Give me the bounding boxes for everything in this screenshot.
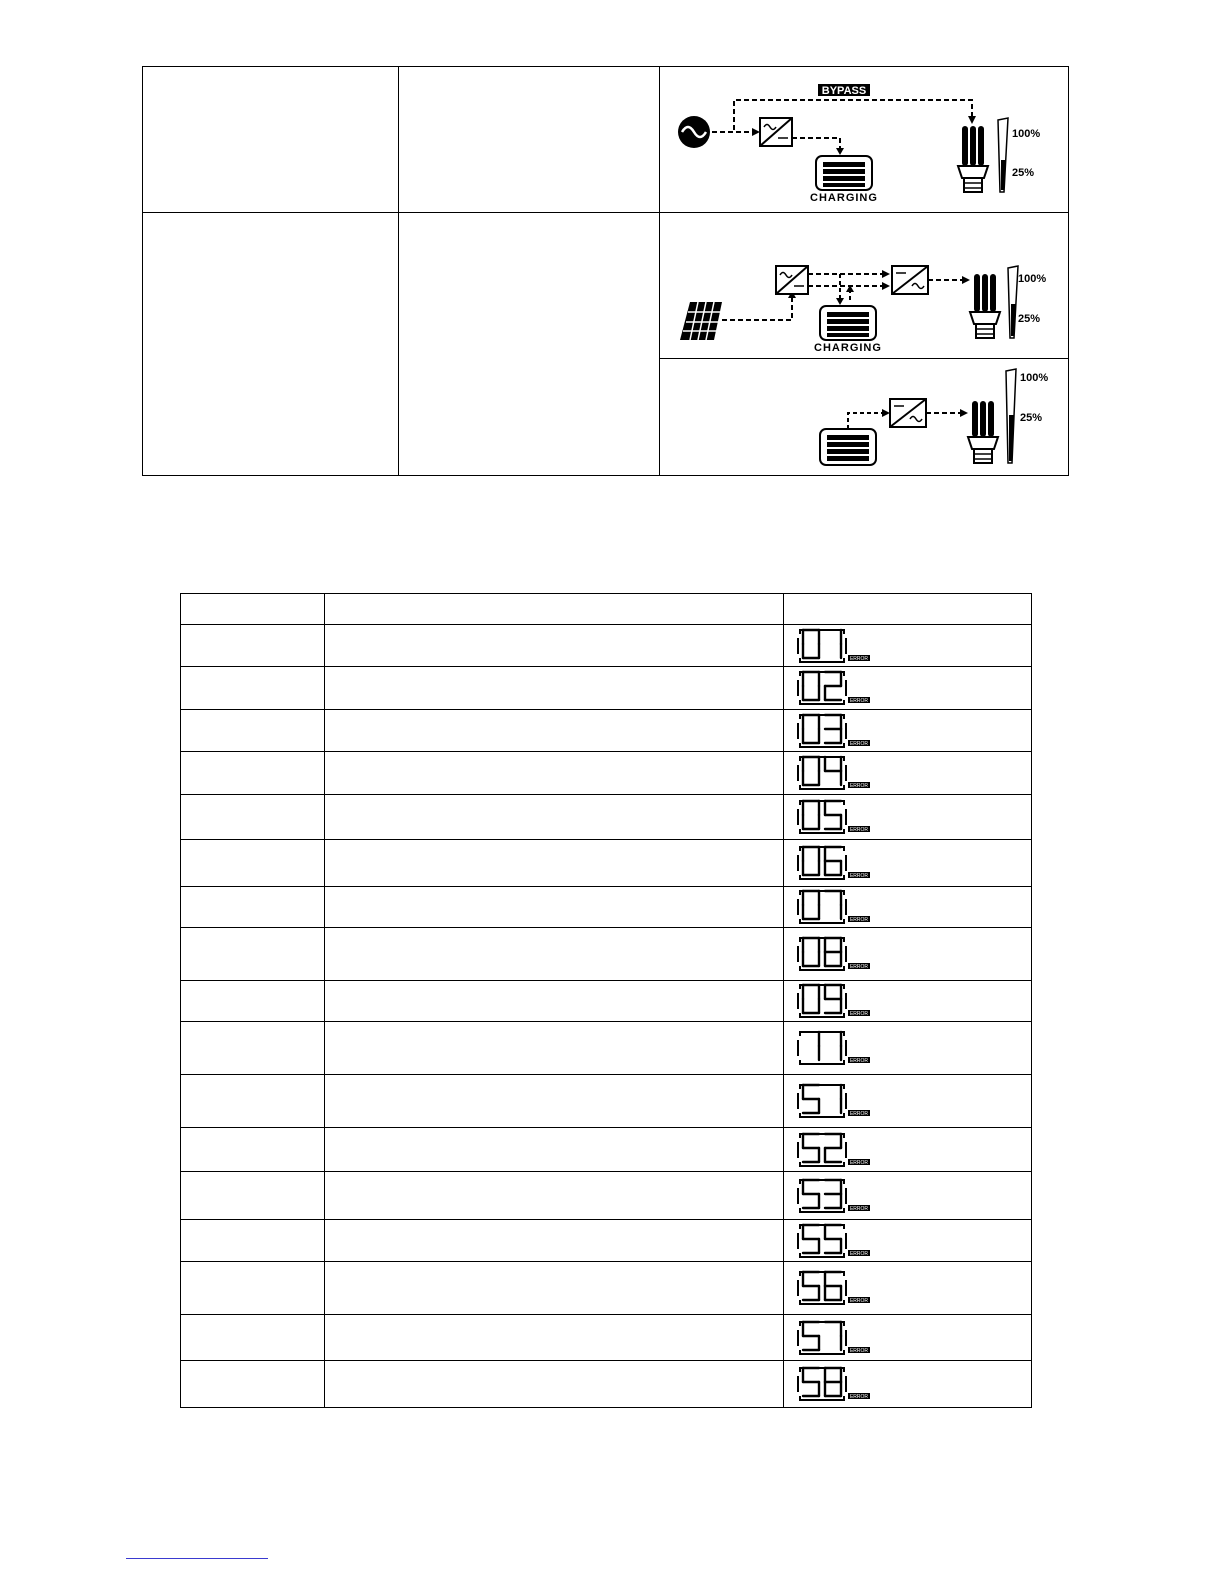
table-row bbox=[181, 1022, 1032, 1075]
table-row bbox=[181, 1128, 1032, 1172]
bypass-label: BYPASS bbox=[821, 85, 867, 97]
inverter-icon bbox=[890, 399, 926, 427]
load-level-icon bbox=[998, 118, 1008, 192]
fault-event-cell bbox=[325, 1361, 784, 1408]
lcd-digits bbox=[803, 1225, 841, 1253]
fault-event-cell bbox=[325, 667, 784, 710]
error-badge-label: ERROR bbox=[849, 964, 869, 971]
load-100-label: 100% bbox=[1012, 128, 1041, 140]
load-level-icon bbox=[1008, 266, 1018, 338]
table-row bbox=[181, 752, 1032, 795]
lcd-digits bbox=[803, 1322, 841, 1350]
table-row bbox=[181, 1172, 1032, 1220]
fault-event-cell bbox=[325, 625, 784, 667]
table-row bbox=[181, 981, 1032, 1022]
lcd-digits bbox=[803, 801, 841, 829]
fault-event-cell bbox=[325, 1315, 784, 1361]
load-25-label: 25% bbox=[1012, 167, 1035, 179]
fault-icon-cell bbox=[784, 1220, 1032, 1262]
fault-code-cell bbox=[181, 1262, 325, 1315]
lcd-digits bbox=[803, 891, 841, 919]
lcd-error-code-icon bbox=[794, 1028, 884, 1068]
fault-icon-cell bbox=[784, 625, 1032, 667]
solar-charging-diagram bbox=[660, 214, 1068, 358]
table-row bbox=[181, 795, 1032, 840]
fault-code-table bbox=[180, 593, 1032, 1408]
lcd-error-code-icon bbox=[794, 887, 884, 927]
fault-icon-cell bbox=[784, 1172, 1032, 1220]
lcd-digits bbox=[803, 1085, 841, 1113]
table-row bbox=[181, 625, 1032, 667]
error-badge-label: ERROR bbox=[849, 1159, 869, 1166]
error-badge-label: ERROR bbox=[849, 1011, 869, 1018]
lcd-digits bbox=[803, 672, 841, 700]
fault-code-cell bbox=[181, 887, 325, 928]
table-row bbox=[181, 667, 1032, 710]
fault-icon-cell bbox=[784, 928, 1032, 981]
table-row bbox=[181, 1315, 1032, 1361]
error-badge-label: ERROR bbox=[849, 1058, 869, 1065]
fault-event-cell bbox=[325, 1128, 784, 1172]
error-badge-label: ERROR bbox=[849, 783, 869, 790]
fault-code-cell bbox=[181, 625, 325, 667]
fault-code-cell bbox=[181, 795, 325, 840]
lcd-digits bbox=[803, 1134, 841, 1162]
lcd-digits bbox=[803, 938, 841, 966]
fault-event-cell bbox=[325, 887, 784, 928]
lcd-error-code-icon bbox=[794, 843, 884, 883]
lcd-error-code-icon bbox=[794, 668, 884, 708]
error-badge-label: ERROR bbox=[849, 1250, 869, 1257]
lcd-error-code-icon bbox=[794, 626, 884, 666]
fault-icon-cell bbox=[784, 752, 1032, 795]
table-row bbox=[181, 710, 1032, 752]
load-bulb-icon bbox=[958, 126, 988, 192]
lcd-digits bbox=[803, 757, 841, 785]
error-badge-label: ERROR bbox=[849, 1298, 869, 1305]
fault-code-cell bbox=[181, 840, 325, 887]
fault-icon-cell bbox=[784, 1361, 1032, 1408]
error-badge-label: ERROR bbox=[849, 1111, 869, 1118]
lcd-digits bbox=[803, 985, 841, 1013]
fault-icon-cell bbox=[784, 1075, 1032, 1128]
lcd-error-code-icon bbox=[794, 753, 884, 793]
fault-icon-cell bbox=[784, 1262, 1032, 1315]
fault-code-cell bbox=[181, 710, 325, 752]
table-row bbox=[181, 840, 1032, 887]
fault-event-cell bbox=[325, 928, 784, 981]
load-25-label: 25% bbox=[1018, 313, 1041, 325]
fault-icon-cell bbox=[784, 1315, 1032, 1361]
header-fault-code bbox=[181, 594, 325, 625]
fault-code-cell bbox=[181, 981, 325, 1022]
column-divider bbox=[398, 67, 399, 475]
lcd-error-code-icon bbox=[794, 1364, 884, 1404]
fault-event-cell bbox=[325, 1220, 784, 1262]
lcd-digits bbox=[803, 715, 841, 743]
charge-controller-icon bbox=[776, 266, 808, 294]
lcd-digits bbox=[819, 1032, 841, 1060]
error-badge-label: ERROR bbox=[849, 1205, 869, 1212]
fault-code-cell bbox=[181, 1220, 325, 1262]
solar-panel-icon bbox=[680, 302, 722, 340]
header-fault-event bbox=[325, 594, 784, 625]
fault-event-cell bbox=[325, 981, 784, 1022]
error-badge-label: ERROR bbox=[849, 1347, 869, 1354]
table-row bbox=[181, 928, 1032, 981]
fault-icon-cell bbox=[784, 667, 1032, 710]
fault-icon-cell bbox=[784, 795, 1032, 840]
lcd-error-code-icon bbox=[794, 797, 884, 837]
lcd-digits bbox=[803, 630, 841, 658]
fault-event-cell bbox=[325, 840, 784, 887]
lcd-error-code-icon bbox=[794, 981, 884, 1021]
lcd-error-code-icon bbox=[794, 1130, 884, 1170]
battery-discharge-diagram bbox=[660, 359, 1068, 475]
load-100-label: 100% bbox=[1018, 273, 1047, 285]
table-row bbox=[181, 1361, 1032, 1408]
fault-code-cell bbox=[181, 1128, 325, 1172]
fault-icon-cell bbox=[784, 887, 1032, 928]
fault-icon-cell bbox=[784, 1022, 1032, 1075]
fault-code-cell bbox=[181, 1361, 325, 1408]
table-row bbox=[181, 1075, 1032, 1128]
fault-event-cell bbox=[325, 710, 784, 752]
lcd-error-code-icon bbox=[794, 1081, 884, 1121]
error-badge-label: ERROR bbox=[849, 740, 869, 747]
battery-icon bbox=[820, 306, 876, 340]
error-badge-label: ERROR bbox=[849, 917, 869, 924]
header-icon bbox=[784, 594, 1032, 625]
ac-source-icon bbox=[678, 116, 710, 148]
table-row bbox=[181, 1220, 1032, 1262]
footnote-separator bbox=[126, 1558, 268, 1559]
error-badge-label: ERROR bbox=[849, 698, 869, 705]
lcd-error-code-icon bbox=[794, 1176, 884, 1216]
fault-code-cell bbox=[181, 667, 325, 710]
fault-icon-cell bbox=[784, 840, 1032, 887]
error-badge-label: ERROR bbox=[849, 827, 869, 834]
load-100-label: 100% bbox=[1020, 372, 1049, 384]
lcd-digits bbox=[803, 847, 841, 875]
battery-icon bbox=[816, 156, 872, 190]
table-row bbox=[181, 887, 1032, 928]
load-bulb-icon bbox=[970, 274, 1000, 338]
fault-code-cell bbox=[181, 752, 325, 795]
converter-icon bbox=[760, 118, 792, 146]
row-divider bbox=[143, 212, 1068, 213]
error-badge-label: ERROR bbox=[849, 655, 869, 662]
fault-event-cell bbox=[325, 752, 784, 795]
lcd-error-code-icon bbox=[794, 711, 884, 751]
fault-code-cell bbox=[181, 1022, 325, 1075]
lcd-error-code-icon bbox=[794, 1221, 884, 1261]
lcd-digits bbox=[803, 1368, 841, 1396]
table-header-row bbox=[181, 594, 1032, 625]
fault-code-cell bbox=[181, 1172, 325, 1220]
battery-icon bbox=[820, 429, 876, 465]
error-badge-label: ERROR bbox=[849, 1394, 869, 1401]
inverter-icon bbox=[892, 266, 928, 294]
load-bulb-icon bbox=[968, 401, 998, 463]
operating-mode-table bbox=[142, 66, 1069, 476]
charging-label: CHARGING bbox=[814, 342, 882, 354]
fault-icon-cell bbox=[784, 981, 1032, 1022]
error-badge-label: ERROR bbox=[849, 873, 869, 880]
load-level-icon bbox=[1006, 369, 1016, 463]
fault-icon-cell bbox=[784, 710, 1032, 752]
lcd-error-code-icon bbox=[794, 1268, 884, 1308]
lcd-error-code-icon bbox=[794, 1318, 884, 1358]
fault-code-cell bbox=[181, 928, 325, 981]
lcd-error-code-icon bbox=[794, 934, 884, 974]
fault-code-cell bbox=[181, 1075, 325, 1128]
lcd-digits bbox=[803, 1272, 841, 1300]
fault-event-cell bbox=[325, 1172, 784, 1220]
table-row bbox=[181, 1262, 1032, 1315]
fault-event-cell bbox=[325, 1075, 784, 1128]
lcd-digits bbox=[803, 1180, 841, 1208]
fault-icon-cell bbox=[784, 1128, 1032, 1172]
fault-event-cell bbox=[325, 1262, 784, 1315]
fault-event-cell bbox=[325, 795, 784, 840]
load-25-label: 25% bbox=[1020, 412, 1043, 424]
bypass-charging-diagram bbox=[660, 68, 1068, 212]
fault-event-cell bbox=[325, 1022, 784, 1075]
fault-code-cell bbox=[181, 1315, 325, 1361]
charging-label: CHARGING bbox=[810, 192, 878, 204]
